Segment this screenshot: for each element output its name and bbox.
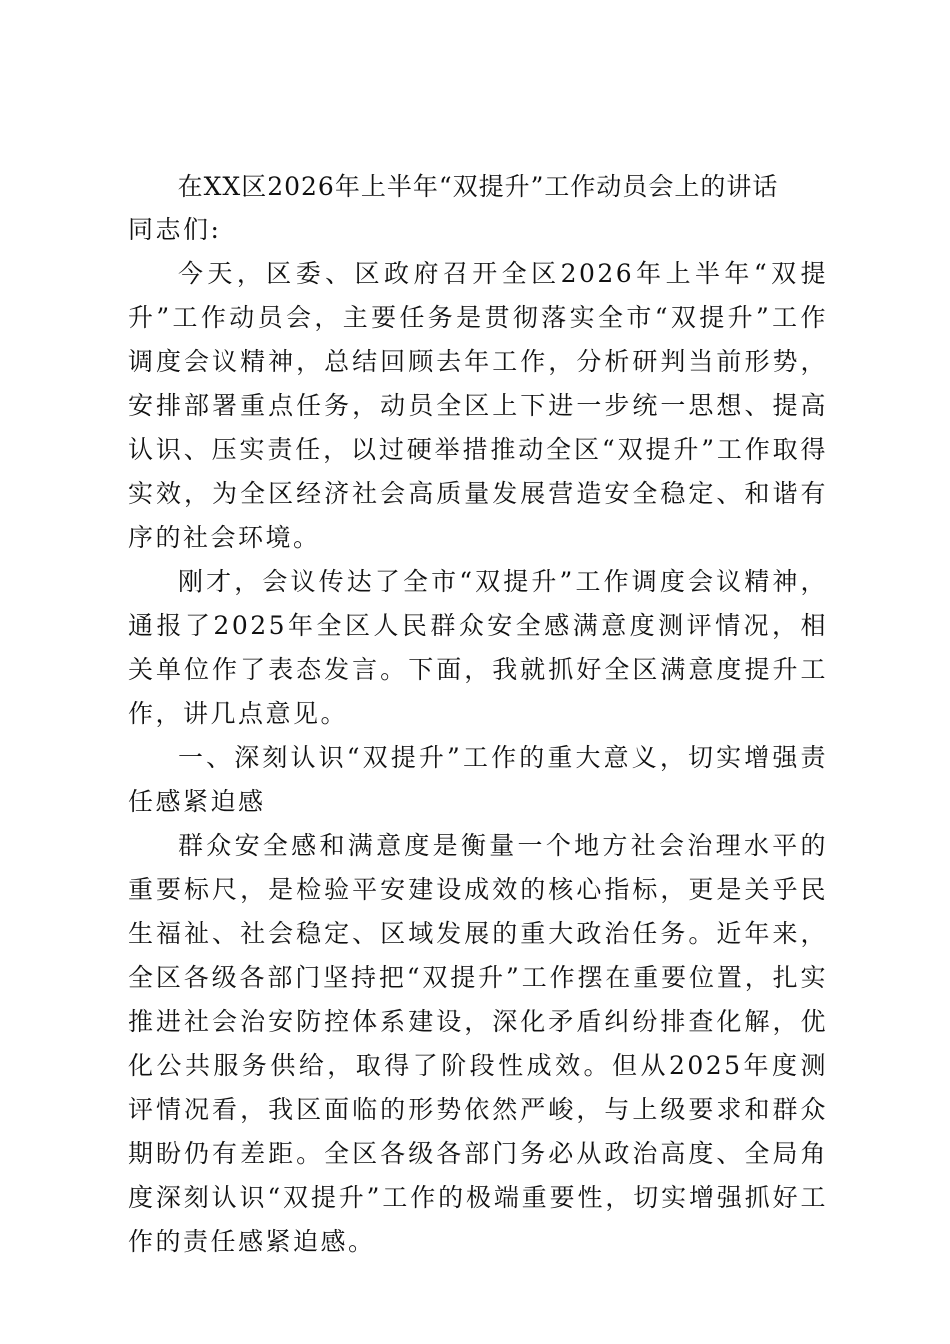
document-title: 在XX区2026年上半年“双提升”工作动员会上的讲话 <box>177 172 779 201</box>
document-body <box>128 208 828 1264</box>
paragraph-significance: 群众安全感和满意度是衡量一个地方社会治理水平的重要标尺，是检验平安建设成效的核心指标，更是关乎民生福祉、社会稳定、区域发展的重大政治任务。近年来，全区各级各部门坚持把“双提升”工作摆在重要位置，扎实推进社会治安防控体系建设，深化矛盾纠纷排查化解，优化公共服务供给，取得了阶段性成效。但从2025年度测评情况看，我区面临的形势依然严峻，与上级要求和群众期盼仍有差距。全区各级各部门务必从政治高度、全局角度深刻认识“双提升”工作的极端重要性，切实增强抓好工作的责任感紧迫感。 <box>128 831 829 1256</box>
section-heading-one: 一、深刻认识“双提升”工作的重大意义，切实增强责任感紧迫感 <box>128 743 828 816</box>
paragraph-meeting-summary: 刚才，会议传达了全市“双提升”工作调度会议精神，通报了2025年全区人民群众安全感满意度测评情况，相关单位作了表态发言。下面，我就抓好全区满意度提升工作，讲几点意见。 <box>128 567 829 728</box>
paragraph-opening: 今天，区委、区政府召开全区2026年上半年“双提升”工作动员会，主要任务是贯彻落实全市“双提升”工作调度会议精神，总结回顾去年工作，分析研判当前形势，安排部署重点任务，动员全区上下进一步统一思想、提高认识、压实责任，以过硬举措推动全区“双提升”工作取得实效，为全区经济社会高质量发展营造安全稳定、和谐有序的社会环境。 <box>128 259 828 552</box>
salutation: 同志们: <box>128 215 222 244</box>
